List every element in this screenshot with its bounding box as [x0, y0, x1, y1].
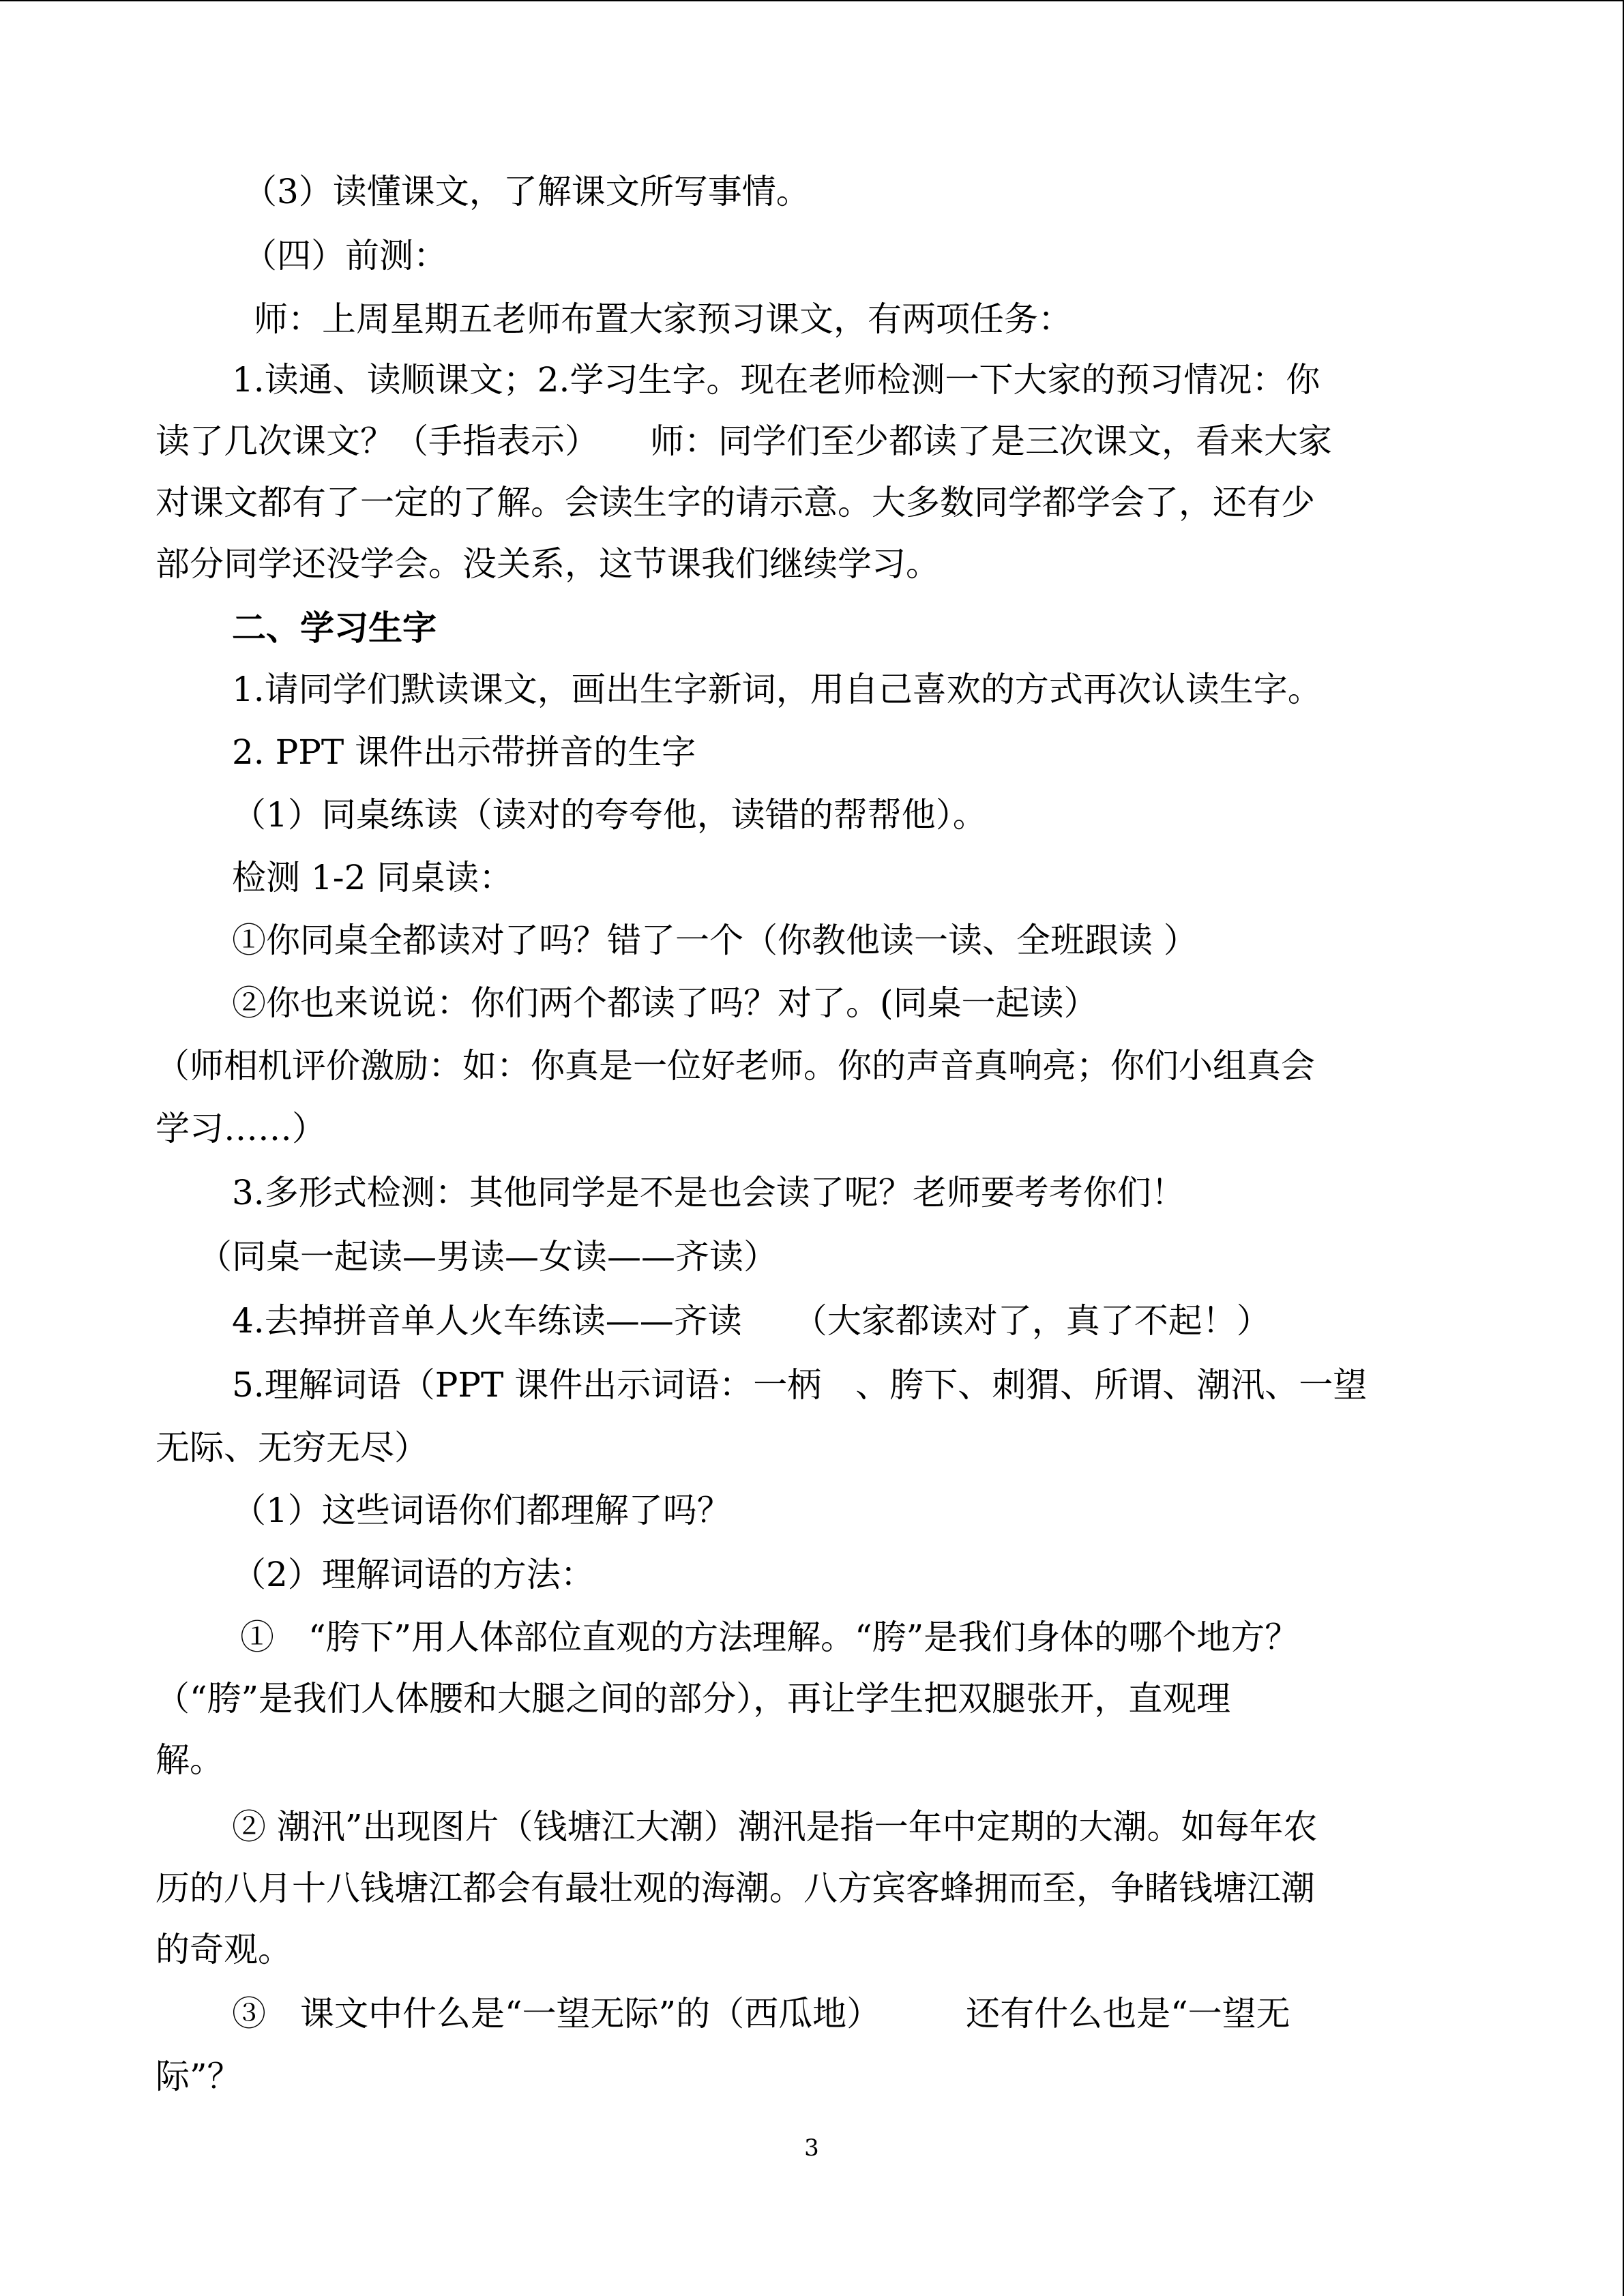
text-line: 3.多形式检测：其他同学是不是也会读了呢？老师要考考你们！ [232, 1173, 1185, 1212]
text-line: 对课文都有了一定的了解。会读生字的请示意。大多数同学都学会了，还有少 [156, 483, 1315, 522]
text-line: 读了几次课文？（手指表示） 师：同学们至少都读了是三次课文，看来大家 [156, 421, 1332, 461]
text-line: 5.理解词语（PPT 课件出示词语：一柄 、胯下、刺猬、所谓、潮汛、一望 [232, 1365, 1368, 1405]
text-line: （3）读懂课文，了解课文所写事情。 [243, 172, 810, 211]
text-line: 检测 1-2 同桌读： [232, 858, 514, 897]
text-line: 部分同学还没学会。没关系，这节课我们继续学习。 [156, 544, 940, 584]
text-line: ③ 课文中什么是“一望无际”的（西瓜地） 还有什么也是“一望无 [232, 1994, 1290, 2033]
text-line: （1）这些词语你们都理解了吗？ [232, 1491, 731, 1530]
section-heading: 二、学习生字 [232, 608, 437, 648]
text-line: 2. PPT 课件出示带拼音的生字 [232, 732, 696, 772]
text-line: （师相机评价激励：如：你真是一位好老师。你的声音真响亮；你们小组真会 [156, 1046, 1315, 1086]
text-line: 历的八月十八钱塘江都会有最壮观的海潮。八方宾客蜂拥而至，争睹钱塘江潮 [156, 1868, 1315, 1908]
text-line: 的奇观。 [156, 1930, 292, 1969]
text-line: （“胯”是我们人体腰和大腿之间的部分），再让学生把双腿张开，直观理 [156, 1679, 1231, 1718]
text-line: （四）前测： [243, 236, 447, 275]
text-line: 解。 [156, 1740, 224, 1780]
text-line: 1.请同学们默读课文，画出生字新词，用自己喜欢的方式再次认读生字。 [232, 670, 1322, 709]
text-line: ①你同桌全都读对了吗？错了一个（你教他读一读、全班跟读 ） [232, 921, 1198, 960]
text-line: ②你也来说说：你们两个都读了吗？对了。(同桌一起读） [232, 983, 1098, 1023]
page-number: 3 [804, 2134, 819, 2162]
text-line: （2）理解词语的方法： [232, 1555, 595, 1594]
text-line: 际”？ [156, 2057, 241, 2096]
text-line: 无际、无穷无尽） [156, 1428, 428, 1467]
text-line: 学习……） [156, 1109, 326, 1148]
text-line: ② 潮汛”出现图片（钱塘江大潮）潮汛是指一年中定期的大潮。如每年农 [232, 1807, 1318, 1847]
text-line: （同桌一起读—男读—女读——齐读） [198, 1237, 778, 1277]
text-line: 4.去掉拼音单人火车练读——齐读 （大家都读对了，真了不起！） [232, 1301, 1271, 1341]
text-line: 1.读通、读顺课文；2.学习生字。现在老师检测一下大家的预习情况：你 [232, 360, 1320, 400]
text-line: （1）同桌练读（读对的夸夸他，读错的帮帮他）。 [232, 795, 987, 835]
text-line: 师：上周星期五老师布置大家预习课文，有两项任务： [254, 299, 1072, 339]
text-line: ① “胯下”用人体部位直观的方法理解。“胯”是我们身体的哪个地方？ [240, 1617, 1299, 1657]
